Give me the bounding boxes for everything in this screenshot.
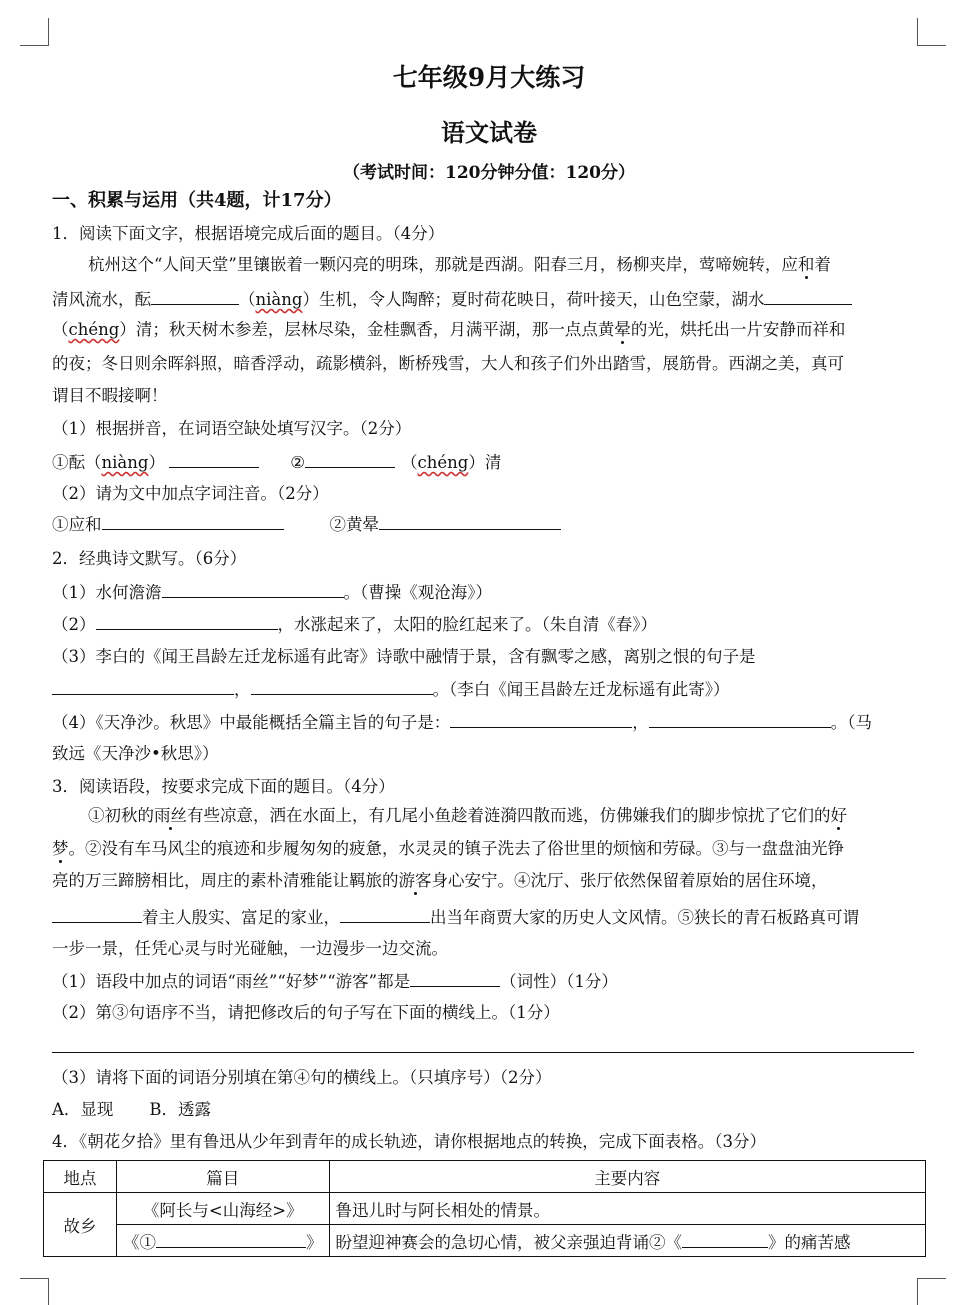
answer-blank[interactable] — [96, 613, 278, 630]
answer-blank[interactable] — [52, 678, 234, 695]
passage-line: 梦。②没有车马风尘的痕迹和步履匆匆的疲惫，水灵灵的镇子洗去了俗世里的烦恼和劳碌。③与一盘盘油光铮 — [52, 839, 844, 858]
answer-blank[interactable] — [764, 288, 852, 305]
answer-blank[interactable] — [162, 581, 344, 598]
table-header: 主要内容 — [329, 1161, 926, 1193]
answer-line-full[interactable] — [52, 1052, 914, 1053]
corner-mark — [917, 45, 946, 46]
question-2-stem: 2．经典诗文默写。（6分） — [52, 549, 247, 568]
answer-blank[interactable] — [450, 711, 632, 728]
passage-line: 一步一景，任凭心灵与时光碰触，一边漫步一边交流。 — [52, 939, 448, 958]
corner-mark — [917, 1278, 918, 1305]
table-header: 篇目 — [117, 1161, 330, 1193]
passage-line: ①初秋的雨丝有些凉意，洒在水面上，有几尾小鱼趁着涟漪四散而逃，仿佛嫌我们的脚步惊扰了它们的好 — [88, 806, 847, 825]
answer-blank[interactable] — [649, 711, 831, 728]
table-row — [44, 1225, 926, 1257]
answer-blank[interactable] — [340, 906, 430, 923]
answer-blank[interactable] — [169, 451, 259, 468]
table-row — [44, 1193, 926, 1225]
answer-blank[interactable] — [305, 451, 395, 468]
answer-blank[interactable] — [156, 1231, 306, 1248]
answer-blank[interactable] — [151, 288, 239, 305]
dotted-char: 和 — [797, 255, 815, 274]
table-cell: 盼望迎神赛会的急切心情，被父亲强迫背诵②《 》的痛苦感 — [329, 1225, 926, 1257]
answer-blank[interactable] — [251, 678, 433, 695]
passage-line: 的夜；冬日则余晖斜照，暗香浮动，疏影横斜，断桥残雪，大人和孩子们外出踏雪，展筋骨。西湖之美，真可 — [52, 354, 844, 373]
question-4-stem: 4．《朝花夕拾》里有鲁迅从少年到青年的成长轨迹，请你根据地点的转换，完成下面表格。（3分） — [52, 1132, 766, 1151]
passage-line: 杭州这个“人间天堂”里镶嵌着一颗闪亮的明珠，那就是西湖。阳春三月，杨柳夹岸，莺啼婉转，应和着 — [88, 255, 831, 274]
table-cell: 故乡 — [44, 1193, 117, 1257]
table-cell: 鲁迅儿时与阿长相处的情景。 — [329, 1193, 926, 1225]
answer-blank[interactable] — [682, 1231, 768, 1248]
answer-table — [43, 1160, 926, 1257]
question-3-stem: 3．阅读语段，按要求完成下面的题目。（4分） — [52, 777, 395, 796]
answer-blank[interactable] — [52, 906, 142, 923]
answer-line: （1）水何澹澹 。（曹操《观沧海》） — [52, 583, 492, 602]
passage-line: 清风流水，酝 （niàng）生机，令人陶醉；夏时荷花映日，荷叶接天，山色空蒙，湖水 — [52, 288, 852, 311]
answer-line: （4）《天净沙。秋思》中最能概括全篇主旨的句子是： ， 。（马 — [52, 713, 872, 732]
corner-mark — [917, 18, 918, 46]
subquestion: （1）语段中加点的词语“雨丝”“好梦”“游客”都是 （词性）（1分） — [52, 972, 618, 991]
passage-line: 亮的万三蹄膀相比，周庄的素朴清雅能让羁旅的游客身心安宁。④沈厅、张厅依然保留着原始的居住环境， — [52, 871, 828, 890]
table-header: 地点 — [44, 1161, 117, 1193]
answer-line: 致远《天净沙•秋思》） — [52, 744, 219, 763]
page-subtitle: 语文试卷 — [441, 118, 537, 147]
corner-mark — [48, 18, 49, 46]
passage-line: 着主人殷实、富足的家业， 出当年商贾大家的历史人文风情。⑤狭长的青石板路真可谓 — [52, 906, 859, 929]
table-cell: 《① 》 — [117, 1225, 330, 1257]
answer-line: ①酝（niàng） ② （chéng）清 — [52, 453, 502, 472]
page-title: 七年级9月大练习 — [392, 63, 586, 92]
subquestion: （2）第③句语序不当，请把修改后的句子写在下面的横线上。（1分） — [52, 1003, 560, 1022]
table-header-row — [44, 1161, 926, 1193]
pinyin: chéng — [68, 320, 120, 339]
table-cell: 《阿长与<山海经>》 — [117, 1193, 330, 1225]
pinyin: niàng — [255, 290, 303, 309]
subquestion: （3）请将下面的词语分别填在第④句的横线上。（只填序号）（2分） — [52, 1068, 552, 1087]
passage-line: 谓目不暇接啊！ — [52, 386, 168, 405]
passage-line: （chéng）清；秋天树木参差，层林尽染，金桂飘香，月满平湖，那一点点黄晕的光，烘托出一片安静而祥和 — [52, 320, 846, 339]
answer-blank[interactable] — [102, 513, 284, 530]
corner-mark — [48, 1278, 49, 1305]
answer-line: （2） ，水涨起来了，太阳的脸红起来了。（朱自清《春》） — [52, 615, 657, 634]
question-1-stem: 1．阅读下面文字，根据语境完成后面的题目。（4分） — [52, 224, 445, 243]
subquestion: （2）请为文中加点字词注音。（2分） — [52, 484, 329, 503]
answer-line: ①应和 ②黄晕 — [52, 513, 561, 536]
answer-line: ， 。（李白《闻王昌龄左迁龙标遥有此寄》） — [52, 678, 730, 701]
corner-mark — [917, 1278, 946, 1279]
answer-blank[interactable] — [379, 513, 561, 530]
subquestion: （1）根据拼音，在词语空缺处填写汉字。（2分） — [52, 419, 412, 438]
exam-info: （考试时间：120分钟分值：120分） — [343, 163, 635, 183]
answer-blank[interactable] — [410, 970, 500, 987]
dotted-char: 晕 — [614, 320, 631, 339]
section-heading: 一、积累与运用（共4题，计17分） — [52, 190, 342, 211]
options: A．显现 B．透露 — [52, 1100, 212, 1119]
subquestion: （3）李白的《闻王昌龄左迁龙标遥有此寄》诗歌中融情于景，含有飘零之感，离别之恨的句子是 — [52, 647, 756, 666]
corner-mark — [20, 1278, 49, 1279]
corner-mark — [20, 45, 49, 46]
